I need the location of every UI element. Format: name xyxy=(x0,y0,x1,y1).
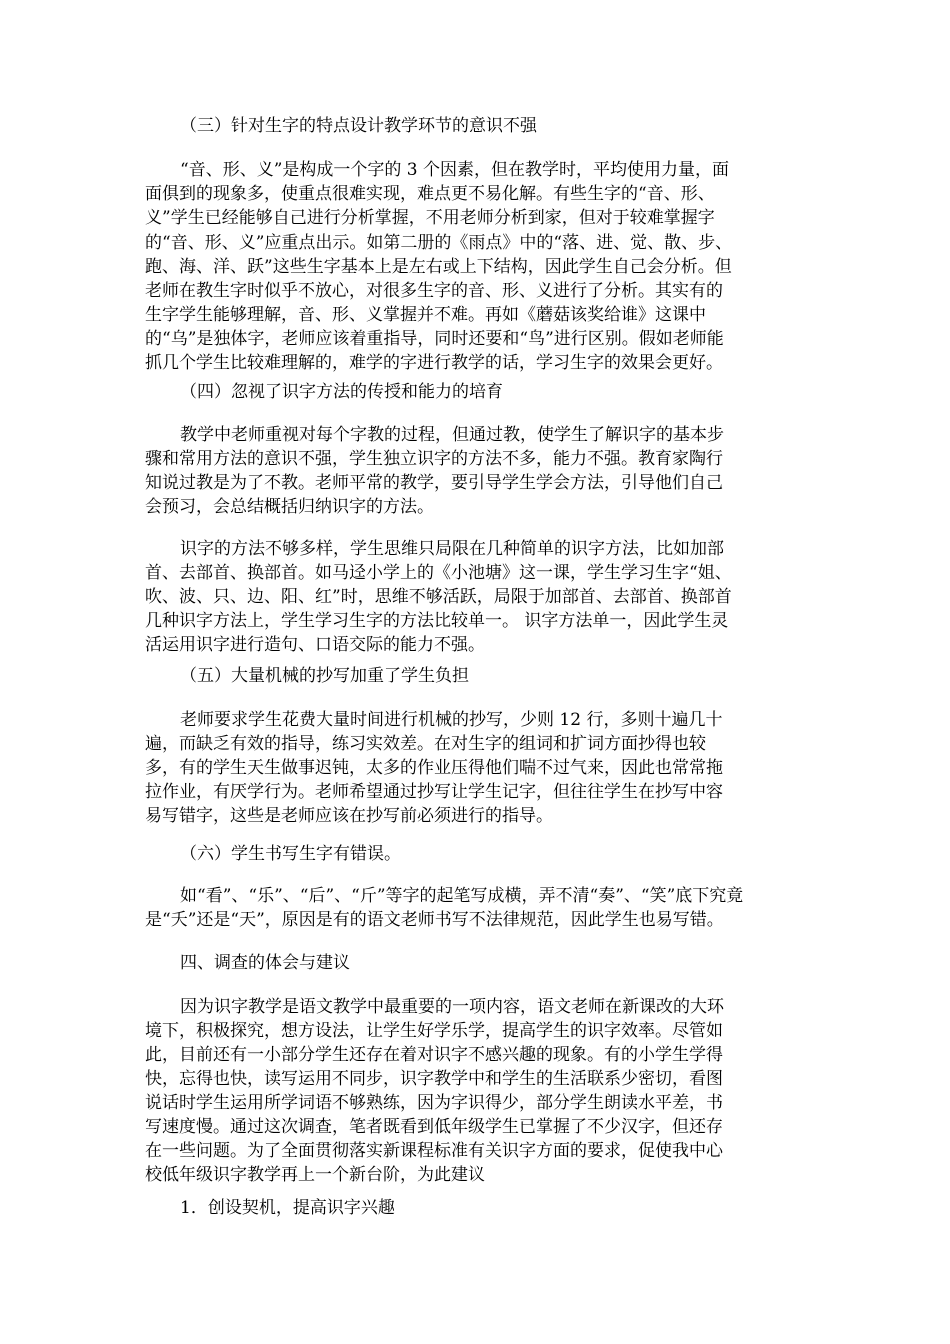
paragraph-line: 的“乌”是独体字，老师应该着重指导，同时还要和“鸟”进行区别。假如老师能 xyxy=(145,329,724,349)
paragraph-line: 此，目前还有一小部分学生还存在着对识字不感兴趣的现象。有的小学生学得 xyxy=(145,1045,723,1065)
paragraph-line: 易写错字，这些是老师应该在抄写前必须进行的指导。 xyxy=(145,806,553,826)
paragraph-line: 老师要求学生花费大量时间进行机械的抄写，少则 12 行，多则十遍几十 xyxy=(180,710,723,730)
paragraph-line: 骤和常用方法的意识不强，学生独立识字的方法不多，能力不强。教育家陶行 xyxy=(145,449,723,469)
paragraph-line: 因为识字教学是语文教学中最重要的一项内容，语文老师在新课改的大环 xyxy=(180,997,724,1017)
paragraph-line: 首、去部首、换部首。如马迳小学上的《小池塘》这一课，学生学习生字“姐、 xyxy=(145,563,732,583)
section-heading: （三）针对生字的特点设计教学环节的意识不强 xyxy=(180,116,537,136)
paragraph-line: 识字的方法不够多样，学生思维只局限在几种简单的识字方法，比如加部 xyxy=(180,539,724,559)
section-heading: （四）忽视了识字方法的传授和能力的培育 xyxy=(180,382,503,402)
paragraph-line: 的“音、形、义”应重点出示。如第二册的《雨点》中的“落、进、觉、散、步、 xyxy=(145,233,733,253)
paragraph-line: 写速度慢。通过这次调查，笔者既看到低年级学生已掌握了不少汉字，但还存 xyxy=(145,1117,723,1137)
paragraph-line: 义”学生已经能够自己进行分析掌握，不用老师分析到家，但对于较难掌握字 xyxy=(145,208,715,228)
section-heading: 四、调查的体会与建议 xyxy=(180,953,350,973)
paragraph-line: 会预习，会总结概括归纳识字的方法。 xyxy=(145,497,434,517)
paragraph-line: 教学中老师重视对每个字教的过程，但通过教，使学生了解识字的基本步 xyxy=(180,425,724,445)
paragraph-line: 是“夭”还是“天”，原因是有的语文老师书写不法律规范，因此学生也易写错。 xyxy=(145,910,724,930)
paragraph-line: 如“看”、“乐”、“后”、“斤”等字的起笔写成横，弄不清“奏”、“笑”底下究竟 xyxy=(180,886,744,906)
paragraph-line: 多，有的学生天生做事迟钝，太多的作业压得他们喘不过气来，因此也常常拖 xyxy=(145,758,723,778)
paragraph-line: 跑、海、洋、跃”这些生字基本上是左右或上下结构，因此学生自己会分析。但 xyxy=(145,257,732,277)
section-heading: （五）大量机械的抄写加重了学生负担 xyxy=(180,666,469,686)
paragraph-line: 几种识字方法上，学生学习生字的方法比较单一。 识字方法单一，因此学生灵 xyxy=(145,611,729,631)
paragraph-line: 说话时学生运用所学词语不够熟练，因为字识得少，部分学生朗读水平差，书 xyxy=(145,1093,723,1113)
paragraph-line: 抓几个学生比较难理解的，难学的字进行教学的话，学习生字的效果会更好。 xyxy=(145,353,723,373)
paragraph-line: 活运用识字进行造句、口语交际的能力不强。 xyxy=(145,635,485,655)
paragraph-line: 面俱到的现象多，使重点很难实现，难点更不易化解。有些生字的“音、形、 xyxy=(145,184,715,204)
section-heading: 1．创设契机，提高识字兴趣 xyxy=(180,1198,395,1218)
paragraph-line: 拉作业，有厌学行为。老师希望通过抄写让学生记字，但往往学生在抄写中容 xyxy=(145,782,723,802)
paragraph-line: 境下，积极探究，想方设法，让学生好学乐学，提高学生的识字效率。尽管如 xyxy=(145,1021,723,1041)
paragraph-line: 遍，而缺乏有效的指导，练习实效差。在对生字的组词和扩词方面抄得也较 xyxy=(145,734,706,754)
paragraph-line: 吹、波、只、边、阳、红”时，思维不够活跃，局限于加部首、去部首、换部首 xyxy=(145,587,732,607)
paragraph-line: 快，忘得也快，读写运用不同步，识字教学中和学生的生活联系少密切，看图 xyxy=(145,1069,723,1089)
section-heading: （六）学生书写生字有错误。 xyxy=(180,844,401,864)
paragraph-line: “音、形、义”是构成一个字的 3 个因素，但在教学时，平均使用力量，面 xyxy=(180,160,730,180)
paragraph-line: 在一些问题。为了全面贯彻落实新课程标准有关识字方面的要求，促使我中心 xyxy=(145,1141,723,1161)
paragraph-line: 生字学生能够理解，音、形、义掌握并不难。再如《蘑菇该奖给谁》这课中 xyxy=(145,305,706,325)
paragraph-line: 知说过教是为了不教。老师平常的教学，要引导学生学会方法，引导他们自己 xyxy=(145,473,723,493)
paragraph-line: 校低年级识字教学再上一个新台阶，为此建议 xyxy=(145,1165,485,1185)
paragraph-line: 老师在教生字时似乎不放心，对很多生字的音、形、义进行了分析。其实有的 xyxy=(145,281,723,301)
